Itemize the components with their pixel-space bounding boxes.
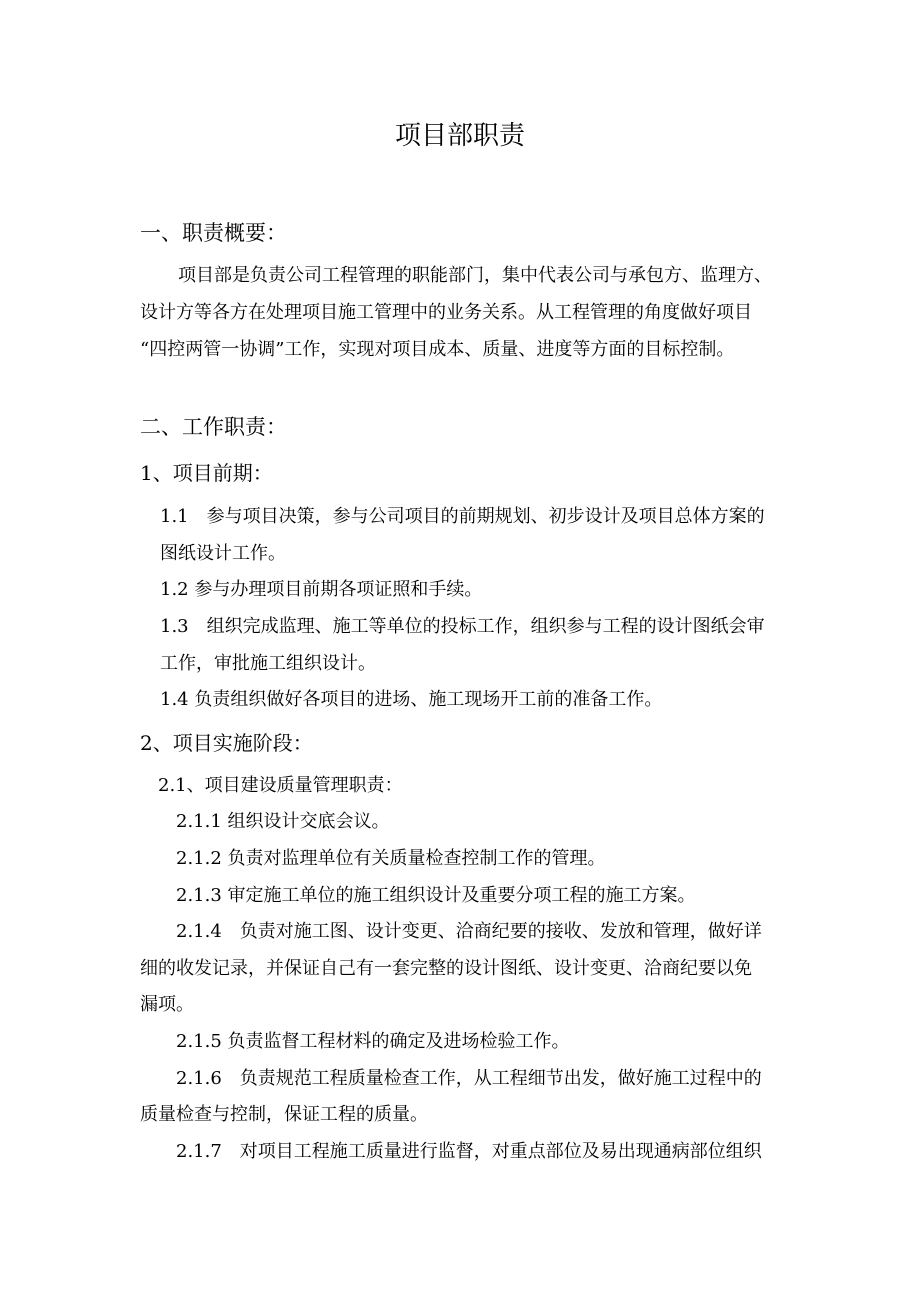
list-item-line: 2.1.6 负责规范工程质量检查工作，从工程细节出发，做好施工过程中的: [176, 1068, 762, 1089]
list-item-line: 2.1.5 负责监督工程材料的确定及进场检验工作。: [176, 1031, 570, 1052]
paragraph-line: 项目部是负责公司工程管理的职能部门，集中代表公司与承包方、监理方、: [178, 265, 772, 286]
section-heading-overview: 一、职责概要：: [140, 221, 287, 245]
list-item-line: 细的收发记录，并保证自己有一套完整的设计图纸、设计变更、洽商纪要以免: [140, 958, 752, 979]
list-item-line: 1.3 组织完成监理、施工等单位的投标工作，组织参与工程的设计图纸会审: [160, 616, 765, 637]
list-item-line: 工作，审批施工组织设计。: [160, 653, 376, 674]
section-heading-duties: 二、工作职责：: [140, 415, 287, 439]
list-item-line: 1.1 参与项目决策，参与公司项目的前期规划、初步设计及项目总体方案的: [160, 506, 765, 527]
list-item-line: 1.2 参与办理项目前期各项证照和手续。: [160, 579, 483, 600]
list-item-line: 2.1.3 审定施工单位的施工组织设计及重要分项工程的施工方案。: [176, 885, 696, 906]
list-item-line: 2.1.1 组织设计交底会议。: [176, 811, 390, 832]
list-item-line: 2.1.2 负责对监理单位有关质量检查控制工作的管理。: [176, 848, 606, 869]
subsection-heading-implementation: 2、项目实施阶段：: [140, 731, 313, 755]
list-item-line: 漏项。: [140, 994, 194, 1015]
list-item-line: 2.1.4 负责对施工图、设计变更、洽商纪要的接收、发放和管理，做好详: [176, 921, 762, 942]
page-title: 项目部职责: [394, 121, 525, 151]
list-item-line: 质量检查与控制，保证工程的质量。: [140, 1104, 428, 1125]
subsection-heading-preliminary: 1、项目前期：: [140, 461, 273, 485]
sub-subsection-heading-quality: 2.1、项目建设质量管理职责：: [158, 775, 403, 796]
paragraph-line: 设计方等各方在处理项目施工管理中的业务关系。从工程管理的角度做好项目: [140, 302, 752, 323]
paragraph-line: “四控两管一协调”工作，实现对项目成本、质量、进度等方面的目标控制。: [140, 339, 735, 360]
list-item-line: 1.4 负责组织做好各项目的进场、施工现场开工前的准备工作。: [160, 689, 663, 710]
list-item-line: 图纸设计工作。: [160, 543, 286, 564]
list-item-line: 2.1.7 对项目工程施工质量进行监督，对重点部位及易出现通病部位组织: [176, 1141, 762, 1162]
